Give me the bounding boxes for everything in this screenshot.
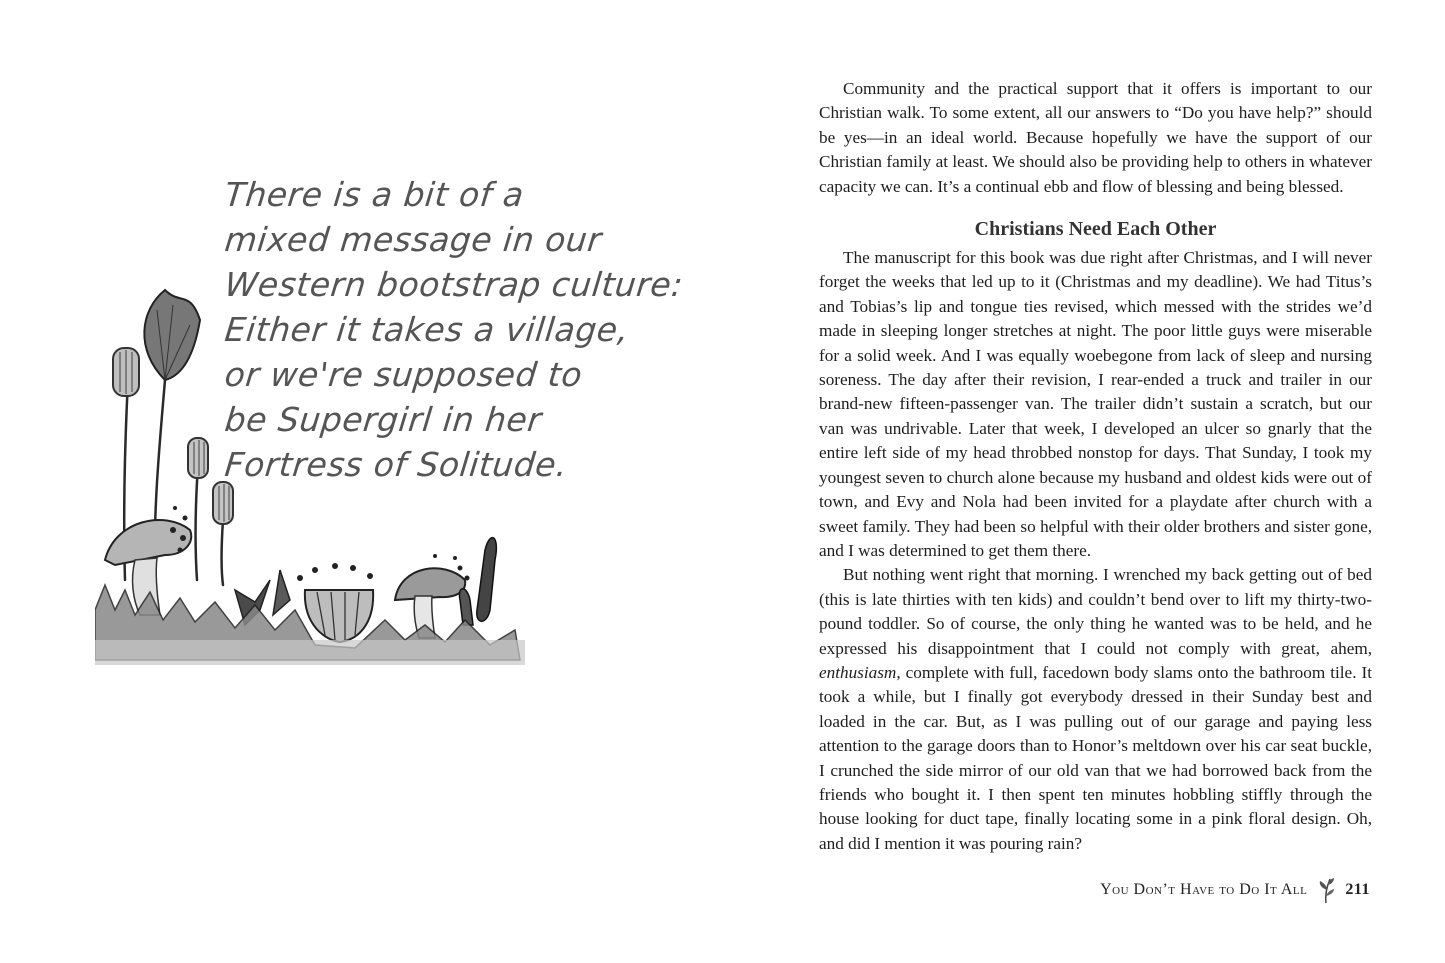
paragraph-text: But nothing went right that morning. I wrenched my back getting out of bed (this is late thirties with ten kids) and couldn’t bend over to lift my thirty-two-pound toddler. So of course, the only thing he wanted was to be held, and he expressed his disappointment that I could not comply with great, ahem,: [819, 565, 1372, 658]
quote-line: There is a bit of a: [222, 175, 526, 214]
quote-line: mixed message in our: [222, 220, 604, 259]
handwritten-quote: [222, 172, 686, 487]
body-paragraph: [819, 563, 1372, 856]
quote-line: or we're supposed to: [222, 355, 585, 394]
body-paragraph: Community and the practical support that it offers is important to our Christian walk. To some extent, all our answers to “Do you have help?” should be yes—in an ideal world. Because hopefully we have the support of our Christian family at least. We should also be providing help to others in whatever capacity we can. It’s a continual ebb and flow of blessing and being blessed.: [819, 79, 1372, 196]
quote-line: Western bootstrap culture:: [222, 265, 686, 304]
page-footer: [1100, 876, 1370, 904]
body-paragraph: The manuscript for this book was due right after Christmas, and I will never forget the weeks that led up to it (Christmas and my deadline). We had Titus’s and Tobias’s lip and tongue ties revised, which messed with the strides we’d made in sleeping longer stretches at night. The poor little guys were miserable for a solid week. And I was equally woebegone from lack of sleep and nursing soreness. The day after their revision, I rear-ended a truck and trailer in our brand-new fifteen-passenger van. The trailer didn’t sustain a scratch, but our van was undrivable. Later that week, I developed an ulcer so gnarly that the entire left side of my head throbbed nonstop for days. That Sunday, I took my youngest seven to church alone because my husband and oldest kids were out of town, and Evy and Nola had been invited for a playdate after church with a sweet family. They had been so helpful with their older brothers and sister gone, and I was determined to get them there.: [819, 248, 1372, 560]
sprig-icon: [1315, 876, 1337, 904]
page-number: 211: [1345, 881, 1370, 898]
quote-line: Either it takes a village,: [222, 310, 631, 349]
running-head: You Don’t Have to Do It All: [1100, 881, 1308, 898]
emphasized-word: enthusiasm: [819, 662, 897, 682]
quote-line: be Supergirl in her: [222, 400, 544, 439]
right-page-body: [819, 77, 1372, 856]
quote-line: Fortress of Solitude.: [222, 445, 570, 484]
section-heading: Christians Need Each Other: [974, 218, 1217, 241]
paragraph-text: , complete with full, facedown body slams onto the bathroom tile. It took a while, but I finally got everybody dressed in their Sunday best and loaded in the car. But, as I was pulling out of our garage and paying less attention to the garage doors than to Honor’s meltdown over his car seat buckle, I crunched the side mirror of our old van that we had borrowed back from the friends who bought it. I then spent ten minutes hobbling stiffly through the house looking for duct tape, finally locating some in a pink floral design. Oh, and did I mention it was pouring rain?: [819, 662, 1372, 853]
